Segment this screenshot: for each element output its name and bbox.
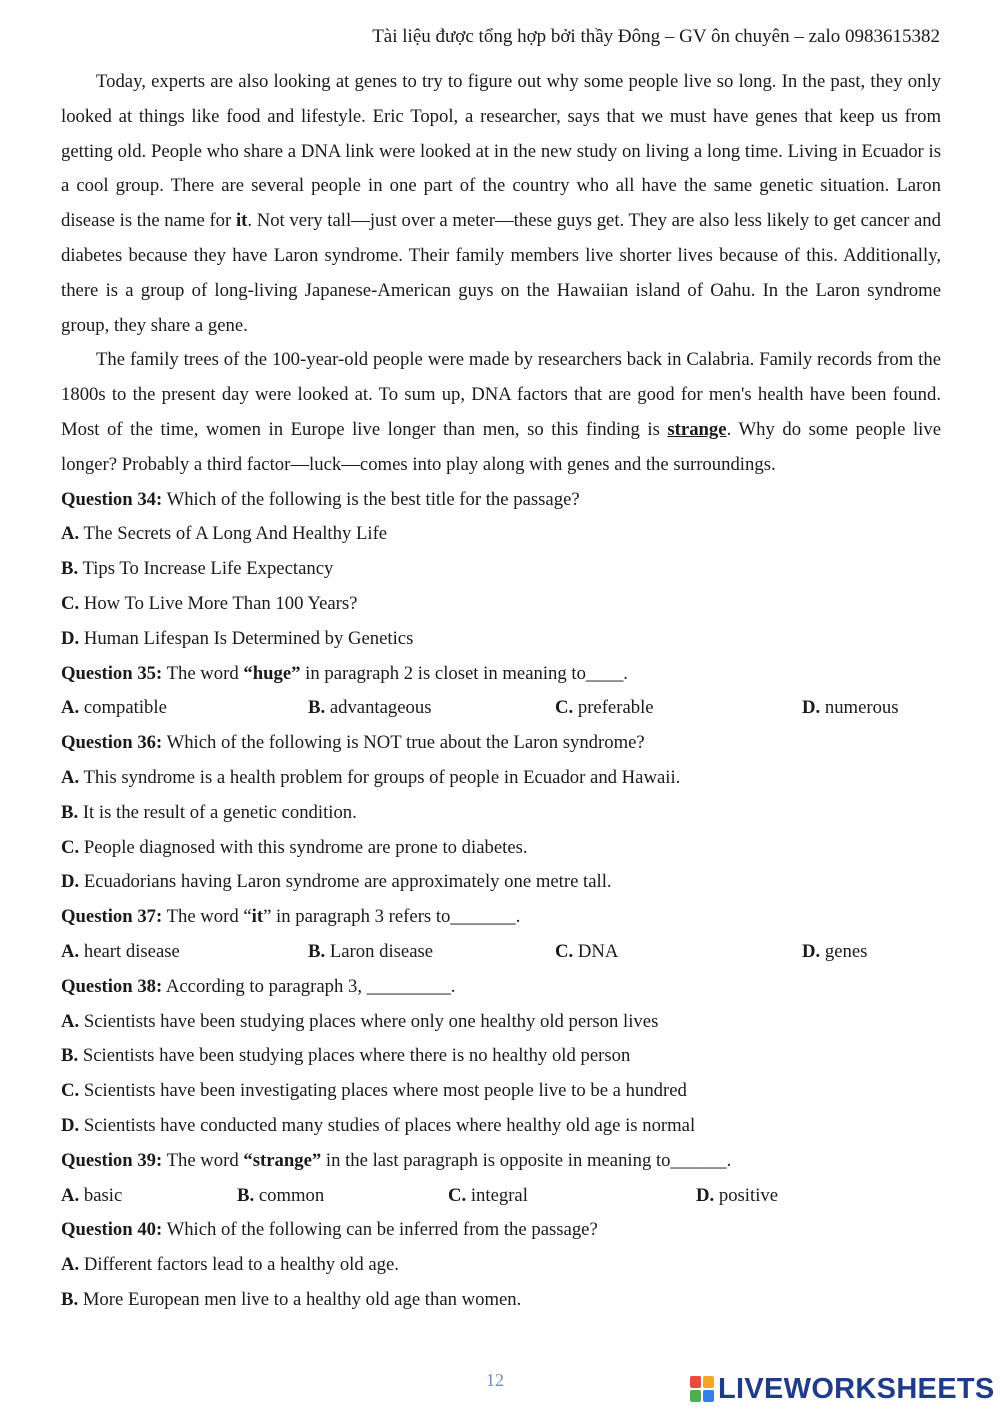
options-row-37	[61, 935, 941, 970]
option-34-a[interactable]: A. The Secrets of A Long And Healthy Life	[61, 523, 388, 545]
option-39-d[interactable]: D. positive	[696, 1184, 779, 1206]
passage-paragraph: The family trees of the 100-year-old people were made by researchers back in Calabria. Family records from the 1800s to the present day were looked at. To sum up, DNA factors that are good for men's health have been found. Most of the time, women in Europe live longer than men, so this finding is strange. Why do some people live longer? Probably a third factor—luck—comes into play along with genes and the surroundings.	[61, 349, 941, 475]
question-36: Question 36: Which of the following is NOT true about the Laron syndrome?	[61, 732, 645, 754]
question-38: Question 38: According to paragraph 3, _________.	[61, 975, 456, 997]
option-38-b[interactable]: B. Scientists have been studying places where there is no healthy old person	[61, 1045, 631, 1067]
brand-name: LIVEWORKSHEETS	[718, 1372, 995, 1405]
option-35-c[interactable]: C. preferable	[555, 697, 654, 719]
option-35-b[interactable]: B. advantageous	[308, 697, 432, 719]
option-39-c[interactable]: C. integral	[448, 1184, 528, 1206]
liveworksheets-logo[interactable]	[690, 1372, 995, 1406]
option-34-d[interactable]: D. Human Lifespan Is Determined by Genetics	[61, 627, 414, 649]
option-37-d[interactable]: D. genes	[802, 940, 868, 962]
option-37-b[interactable]: B. Laron disease	[308, 940, 434, 962]
page-header: Tài liệu được tổng hợp bởi thầy Đông – GV ôn chuyên – zalo 0983615382	[372, 26, 940, 47]
option-36-c[interactable]: C. People diagnosed with this syndrome are prone to diabetes.	[61, 836, 528, 858]
option-34-c[interactable]: C. How To Live More Than 100 Years?	[61, 592, 358, 614]
option-37-a[interactable]: A. heart disease	[61, 940, 180, 962]
question-37: Question 37: The word “it” in paragraph 3 refers to_______.	[61, 906, 521, 928]
question-39: Question 39: The word “strange” in the last paragraph is opposite in meaning to______.	[61, 1149, 732, 1171]
highlighted-word-strange: strange	[667, 418, 727, 440]
option-40-b[interactable]: B. More European men live to a healthy old age than women.	[61, 1288, 522, 1310]
option-38-a[interactable]: A. Scientists have been studying places where only one healthy old person lives	[61, 1010, 659, 1032]
page-number: 12	[486, 1370, 504, 1390]
option-39-b[interactable]: B. common	[237, 1184, 325, 1206]
referent-word-it: it	[235, 210, 248, 232]
question-35: Question 35: The word “huge” in paragraph 2 is closet in meaning to____.	[61, 662, 628, 684]
option-35-a[interactable]: A. compatible	[61, 697, 167, 719]
option-34-b[interactable]: B. Tips To Increase Life Expectancy	[61, 558, 334, 580]
option-36-b[interactable]: B. It is the result of a genetic condition.	[61, 801, 357, 823]
option-35-d[interactable]: D. numerous	[802, 697, 899, 719]
liveworksheets-grid-icon	[690, 1376, 714, 1402]
option-38-d[interactable]: D. Scientists have conducted many studies of places where healthy old age is normal	[61, 1114, 696, 1136]
worksheet-content	[61, 65, 941, 1318]
option-36-a[interactable]: A. This syndrome is a health problem for groups of people in Ecuador and Hawaii.	[61, 766, 681, 788]
option-40-a[interactable]: A. Different factors lead to a healthy old age.	[61, 1254, 399, 1276]
passage-paragraph: Today, experts are also looking at genes to try to figure out why some people live so long. In the past, they only looked at things like food and lifestyle. Eric Topol, a researcher, says that we must have genes that keep us from getting old. People who share a DNA link were looked at in the new study on living a long time. Living in Ecuador is a cool group. There are several people in one part of the country who all have the same genetic situation. Laron disease is the name for it. Not very tall—just over a meter—these guys get. They are also less likely to get cancer and diabetes because they have Laron syndrome. Their family members live shorter lives because of this. Additionally, there is a group of long-living Japanese-American guys on the Hawaiian island of Oahu. In the Laron syndrome group, they share a gene.	[61, 71, 941, 336]
option-39-a[interactable]: A. basic	[61, 1184, 123, 1206]
options-row-39	[61, 1179, 941, 1214]
options-row-35	[61, 691, 941, 726]
option-37-c[interactable]: C. DNA	[555, 940, 619, 962]
question-34: Question 34: Which of the following is the best title for the passage?	[61, 488, 580, 510]
option-38-c[interactable]: C. Scientists have been investigating places where most people live to be a hundred	[61, 1080, 687, 1102]
question-40: Question 40: Which of the following can be inferred from the passage?	[61, 1219, 598, 1241]
option-36-d[interactable]: D. Ecuadorians having Laron syndrome are approximately one metre tall.	[61, 871, 612, 893]
